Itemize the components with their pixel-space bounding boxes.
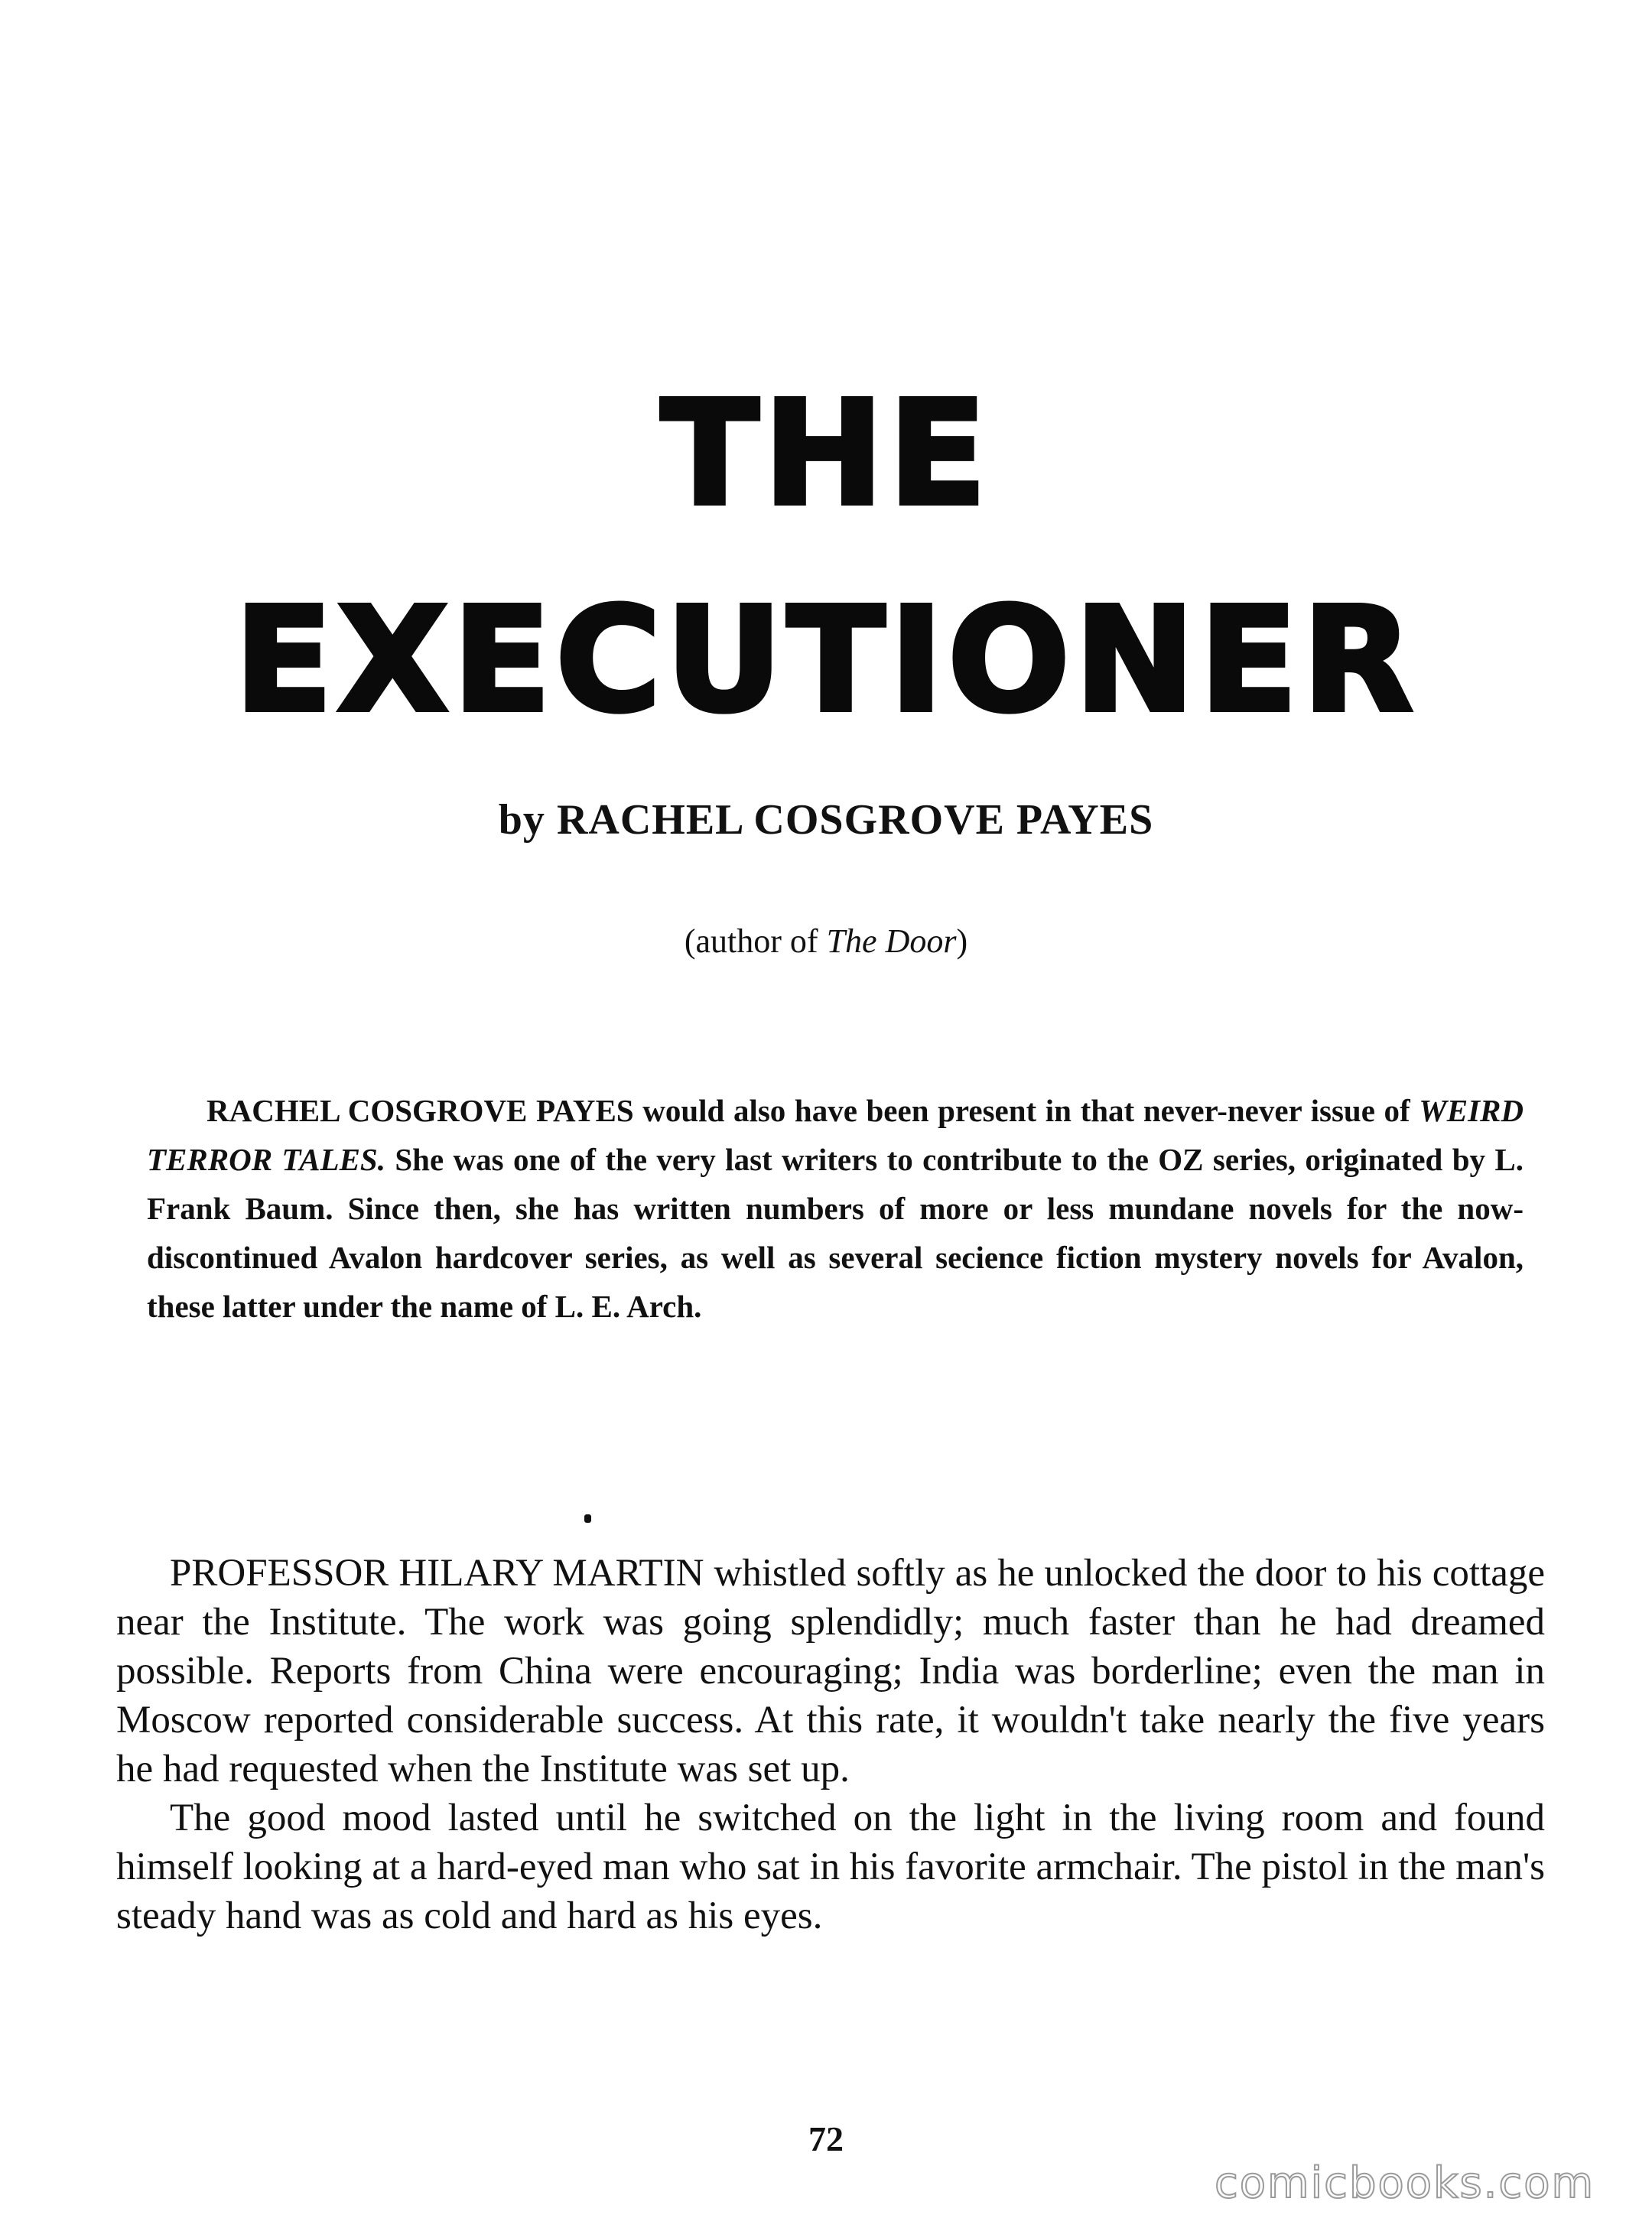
story-paragraph: The good mood lasted until he switched on the light in the living room and found himself looking at a hard-eyed man who sat in his favorite armchair. The pistol in the man's steady hand was as cold and hard as his eyes. bbox=[116, 1797, 1545, 1937]
site-watermark: comicbooks.com bbox=[1215, 2158, 1595, 2208]
credit-before: (author of bbox=[684, 922, 827, 960]
intro-text-part1: RACHEL COSGROVE PAYES would also have been present in that never-never issue of bbox=[206, 1093, 1419, 1128]
byline-prefix: by bbox=[498, 796, 545, 844]
intro-magazine-title: WEIRD TERROR TALES. bbox=[147, 1093, 1524, 1177]
intro-text-part2: She was one of the very last writers to contribute to the OZ series, originated by L. Frank Baum. Since then, she has written numbers of more or less mundane novels for the now-discontinued Avalon hardcover series, as well as several secience fiction mystery novels for Avalon, these latter under the name of L. E. Arch. bbox=[147, 1142, 1524, 1324]
credit-after: ) bbox=[956, 922, 968, 960]
story-title-line-2: EXECUTIONER bbox=[234, 577, 1418, 744]
page-number: 72 bbox=[808, 2119, 844, 2158]
story-title-line-1: THE bbox=[660, 370, 991, 538]
author-credit bbox=[0, 922, 1652, 961]
story-paragraph: PROFESSOR HILARY MARTIN whistled softly as he unlocked the door to his cottage near the Institute. The work was going splendidly; much faster than he had dreamed possible. Reports from China were encouraging; India was borderline; even the man in Moscow reported considerable success. At this rate, it wouldn't take nearly the five years he had requested when the Institute was set up. bbox=[116, 1552, 1545, 1790]
story-body bbox=[116, 1549, 1545, 1940]
credit-work-title: The Door bbox=[826, 922, 957, 960]
byline bbox=[0, 795, 1652, 844]
section-divider-dot bbox=[584, 1514, 591, 1523]
author-introduction bbox=[147, 1086, 1524, 1331]
author-name: RACHEL COSGROVE PAYES bbox=[556, 796, 1154, 844]
